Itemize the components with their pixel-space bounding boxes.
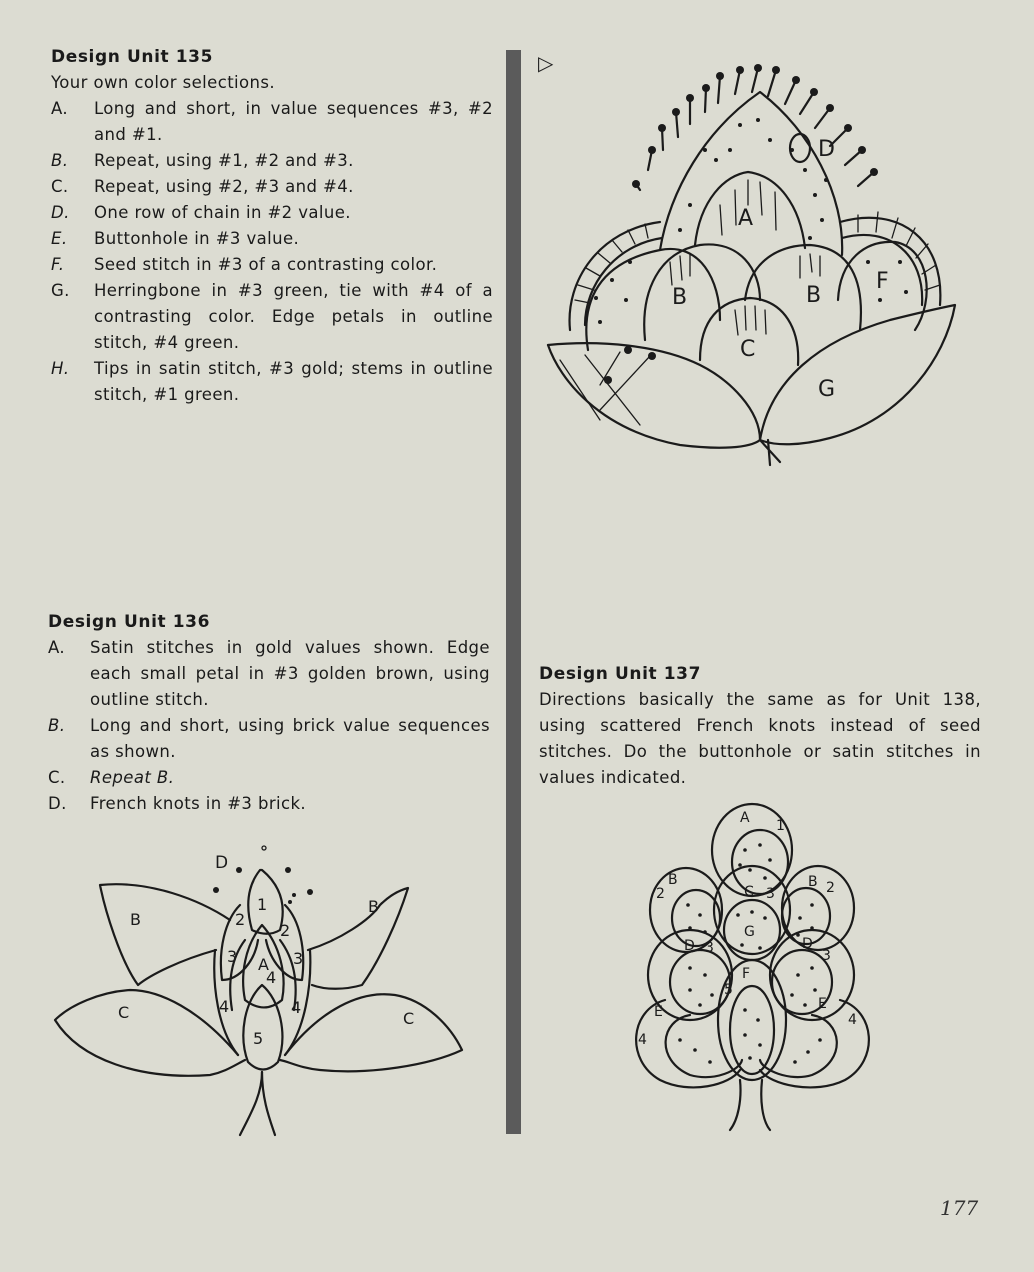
step-item [51, 96, 493, 148]
label-c: C [118, 1003, 130, 1022]
unit-title: Design Unit 135 [51, 47, 214, 67]
label-2: 2 [826, 880, 835, 896]
unit-title: Design Unit 137 [539, 664, 702, 684]
label-4: 4 [266, 968, 277, 987]
label-3: 3 [227, 947, 238, 966]
label-d: D [818, 137, 835, 162]
label-4: 4 [291, 998, 302, 1017]
step-item [48, 635, 490, 713]
unit-intro: Your own color selections. [51, 73, 276, 92]
label-b: B [672, 285, 688, 310]
step-letter: H. [51, 359, 70, 378]
stamen-group [632, 64, 878, 190]
step-text: Repeat, using #2, #3 and #4. [94, 177, 354, 196]
step-text: Buttonhole in #3 value. [94, 229, 300, 248]
label-c: C [403, 1009, 415, 1028]
label-c: C [744, 884, 754, 900]
label-3: 3 [822, 948, 831, 964]
step-letter: G. [51, 281, 70, 300]
step-letter: C. [48, 768, 66, 787]
label-4: 4 [638, 1032, 647, 1048]
label-e: E [654, 1004, 663, 1020]
step-letter: F. [51, 255, 65, 274]
step-text: Long and short, using brick value sequences as shown. [90, 716, 490, 761]
label-b: B [808, 874, 818, 890]
label-3: 3 [766, 886, 775, 902]
label-c: C [740, 337, 756, 362]
label-d: D [802, 936, 813, 952]
page-number: 177 [940, 1196, 979, 1220]
label-4: 4 [848, 1012, 857, 1028]
label-f: F [876, 269, 889, 294]
step-text: French knots in #3 brick. [90, 794, 307, 813]
step-item [51, 148, 493, 174]
design-unit-136 [48, 609, 490, 817]
label-1: 1 [257, 895, 268, 914]
step-letter: D. [51, 203, 70, 222]
step-text: Herringbone in #3 green, tie with #4 of a contrasting color. Edge petals in outline stitch, #4 green. [94, 281, 493, 352]
step-text: Seed stitch in #3 of a contrasting color. [94, 255, 438, 274]
label-b: B [130, 910, 141, 929]
unit-intro: Directions basically the same as for Unit 138, using scattered French knots instead of seed stitches. Do the buttonhole or satin stitches in values indicated. [539, 690, 981, 787]
step-text: Long and short, in value sequences #3, #2 and #1. [94, 99, 493, 144]
label-5: 5 [724, 982, 733, 998]
figure-unit-137 [625, 800, 870, 1140]
step-letter: B. [51, 151, 69, 170]
label-a: A [738, 206, 754, 231]
step-item [51, 278, 493, 356]
label-e: E [818, 996, 827, 1012]
step-letter: A. [48, 638, 66, 657]
label-f: F [742, 966, 751, 982]
step-item [48, 765, 490, 791]
label-b: B [806, 283, 822, 308]
label-3: 3 [293, 949, 304, 968]
label-g: G [818, 377, 836, 402]
label-5: 5 [253, 1029, 264, 1048]
label-a: A [258, 955, 269, 974]
triangle-marker-icon: ▷ [538, 51, 554, 75]
label-3: 3 [705, 940, 714, 956]
label-g: G [744, 924, 755, 940]
column-divider [506, 50, 521, 1134]
step-text: Tips in satin stitch, #3 gold; stems in outline stitch, #1 green. [94, 359, 493, 404]
step-letter: E. [51, 229, 68, 248]
label-b: B [668, 872, 678, 888]
step-item [51, 356, 493, 408]
step-item [51, 200, 493, 226]
step-list [48, 635, 490, 817]
design-unit-137 [539, 661, 981, 791]
label-1: 1 [776, 818, 785, 834]
step-letter: C. [51, 177, 69, 196]
step-text: Satin stitches in gold values shown. Edge each small petal in #3 golden brown, using outline stitch. [90, 638, 490, 709]
step-text: Repeat B. [90, 768, 175, 787]
figure-unit-135 [540, 60, 960, 470]
step-item [51, 252, 493, 278]
label-a: A [740, 810, 750, 826]
step-item [51, 174, 493, 200]
design-unit-135 [51, 44, 493, 408]
label-d: D [684, 938, 695, 954]
step-item [51, 226, 493, 252]
step-letter: B. [48, 716, 66, 735]
figure-unit-136 [50, 840, 470, 1145]
label-2: 2 [235, 910, 246, 929]
step-list [51, 96, 493, 408]
label-b: B [368, 897, 379, 916]
step-item [48, 713, 490, 765]
label-2: 2 [280, 921, 291, 940]
label-2: 2 [656, 886, 665, 902]
step-text: Repeat, using #1, #2 and #3. [94, 151, 354, 170]
unit-title: Design Unit 136 [48, 612, 211, 632]
label-4: 4 [219, 997, 230, 1016]
step-letter: A. [51, 99, 69, 118]
step-text: One row of chain in #2 value. [94, 203, 351, 222]
label-d: D [215, 853, 229, 873]
step-item [48, 791, 490, 817]
step-letter: D. [48, 794, 67, 813]
